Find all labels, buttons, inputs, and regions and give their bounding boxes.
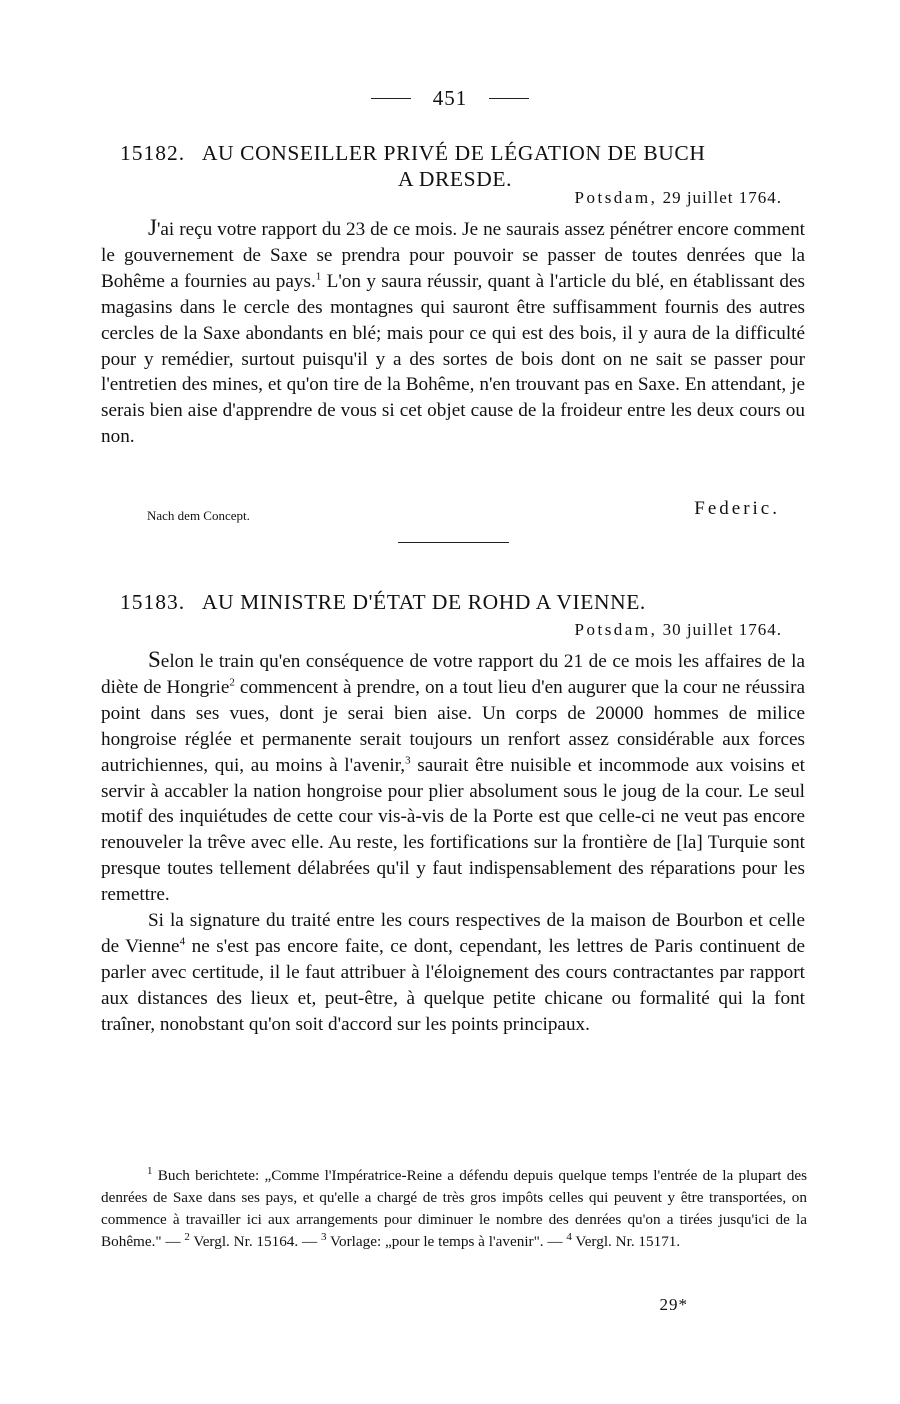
header-rule-left xyxy=(371,98,411,99)
paragraph xyxy=(101,908,805,1038)
separator-rule xyxy=(398,542,509,543)
page-number: 451 xyxy=(432,86,468,110)
paragraph xyxy=(101,647,805,908)
footnote-mark: 3 xyxy=(320,1230,327,1243)
date-place: Potsdam, xyxy=(574,188,658,207)
footnote-ref: 3 xyxy=(405,754,411,767)
signature: Federic. xyxy=(694,498,780,519)
letter-number: 15182. xyxy=(120,141,186,165)
letter-title-15183 xyxy=(120,589,790,615)
paragraph-text: Si la signature du traité entre les cours respectives de la maison de Bourbon et celle de Vienne xyxy=(101,910,805,957)
date-place: Potsdam, xyxy=(574,620,658,639)
letter-number: 15183. xyxy=(120,590,186,614)
footnote-ref: 4 xyxy=(179,935,186,948)
footnote-mark: 1 xyxy=(147,1164,153,1177)
dateline-15182 xyxy=(575,188,782,208)
paragraph xyxy=(101,215,805,450)
paragraph-text: saurait être nuisible et incommode aux voisins et servir à accabler la nation hongroise pour plier absolument sous le joug de la cour. Le seul motif des inquiétudes de cette cour vis-à-vis de la Porte est que celle-ci ne veut pas encore renouveler la trêve avec elle. Au reste, les fortifications sur la frontière de [la] Turquie sont presque toutes tellement délabrées qu'il y faut indispensablement des réparations pour les remettre. xyxy=(101,754,805,906)
footnote-mark: 4 xyxy=(566,1230,572,1243)
letter-title-line1: AU MINISTRE D'ÉTAT DE ROHD A VIENNE. xyxy=(201,590,646,614)
paragraph-text: commencent à prendre, on a tout lieu d'en augurer que la cour ne réussira point dans ses vues, dont je serai bien aise. Un corps de 20000 hommes de milice hongroise réglée et permanente serait toujours un renfort assez considérable aux forces autrichiennes, qui, au moins à l'avenir, xyxy=(101,676,805,776)
initial-letter: S xyxy=(148,647,161,672)
paragraph-text: L'on y saura réussir, quant à l'article du blé, en établissant des magasins dans le cercle des montagnes qui sauront être suffisamment fournis des autres cercles de la Saxe abondants en blé; mais pour ce qui est des bois, il y aura de la difficulté pour y remédier, surtout puisqu'il y a des sortes de bois dont on ne sait se passer pour l'entretien des mines, et qu'on tire de la Bohême, n'en trouvant pas en Saxe. En attendant, je serais bien aise d'apprendre de vous si cet objet cause de la froideur entre les deux cours ou non. xyxy=(101,270,805,448)
letter-title-line1: AU CONSEILLER PRIVÉ DE LÉGATION DE BUCH xyxy=(201,141,706,165)
page-header xyxy=(0,86,900,111)
source-note: Nach dem Concept. xyxy=(147,508,250,523)
header-rule-right xyxy=(489,98,529,99)
date: 29 juillet 1764. xyxy=(662,188,782,207)
signature-mark: 29* xyxy=(659,1295,688,1314)
footnote-body: Buch berichtete: „Comme l'Impératrice-Reine a défendu depuis quelque temps l'entrée de la plupart des denrées de Saxe dans ses pays, et qu'elle a chargé de très gros impôts celles qui peuvent y être transportées, on commence à travailler ici aux arrangements pour diminuer le nombre des denrées qu'on a tirées jusqu'ici de la Bohême." — xyxy=(101,1167,807,1250)
letter-body-15182 xyxy=(101,215,805,450)
footnote-mark: 2 xyxy=(184,1230,190,1243)
footnote-ref: 2 xyxy=(229,676,235,689)
letter-body-15183 xyxy=(101,647,805,1038)
paragraph-text: 'ai reçu votre rapport du 23 de ce mois. Je ne saurais assez pénétrer encore comment le gouvernement de Saxe se prendra pour pouvoir se passer de toutes denrées que la Bohême a fournies au pays. xyxy=(101,219,805,292)
footnotes xyxy=(101,1165,807,1253)
footnote-body: Vergl. Nr. 15164. — xyxy=(189,1233,321,1250)
letter-title-15182 xyxy=(120,140,790,192)
footnote-body: Vorlage: „pour le temps à l'avenir". — xyxy=(326,1233,567,1250)
footnote-text xyxy=(101,1165,807,1253)
letter-title-line2: A DRESDE. xyxy=(397,167,513,191)
footnote-ref: 1 xyxy=(315,270,322,283)
paragraph-text: ne s'est pas encore faite, ce dont, cependant, les lettres de Paris continuent de parler avec certitude, il le faut attribuer à l'éloignement des cours contractantes par rapport aux distances des lieux et, peut-être, à quelque petite chicane ou formalité qui la font traîner, nonobstant qu'on soit d'accord sur les points principaux. xyxy=(101,935,805,1035)
date: 30 juillet 1764. xyxy=(662,620,782,639)
initial-letter: J xyxy=(148,215,157,240)
paragraph-text: elon le train qu'en conséquence de votre rapport du 21 de ce mois les affaires de la diète de Hongrie xyxy=(101,651,805,698)
dateline-15183 xyxy=(575,620,782,640)
footnote-body: Vergl. Nr. 15171. xyxy=(571,1233,681,1250)
